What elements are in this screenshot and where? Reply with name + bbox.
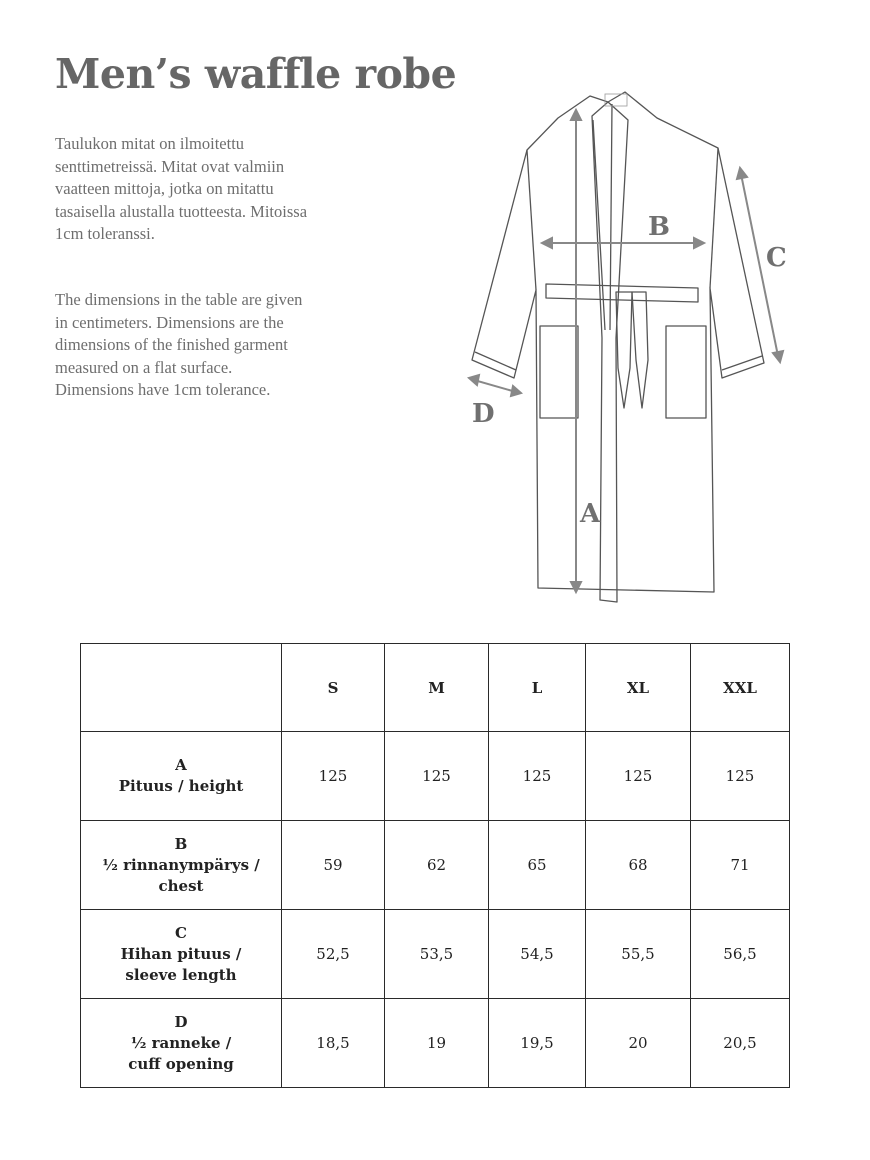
measure-a-arrow-top [571,110,581,120]
value-cell: 54,5 [489,910,586,999]
value-cell: 125 [489,732,586,821]
value-cell: 68 [586,821,691,910]
value-cell: 52,5 [282,910,385,999]
row-label-line: ½ ranneke / [130,1033,232,1052]
value-cell: 55,5 [586,910,691,999]
value-cell: 19,5 [489,999,586,1088]
robe-cuff-right [722,356,762,370]
row-label [81,910,282,999]
intro-en-line: The dimensions in the table are given [55,290,303,309]
robe-pocket-right [666,326,706,418]
robe-sleeve-seam-right [710,148,718,288]
value-cell: 18,5 [282,999,385,1088]
table-row [81,732,790,821]
value-cell: 125 [691,732,790,821]
page-title: Men’s waffle robe [55,50,457,98]
value-cell: 53,5 [385,910,489,999]
robe-belt-tie-right [632,292,648,408]
intro-fi-line: senttimetreissä. Mitat ovat valmiin [55,156,285,176]
measure-c-label: C [766,243,787,273]
table-header-row [81,644,790,732]
row-label [81,999,282,1088]
value-cell: 125 [282,732,385,821]
row-label-line: Pituus / height [118,777,244,795]
row-label-line: sleeve length [125,965,237,984]
row-label-line: cuff opening [128,1054,234,1073]
size-header: XXL [691,644,790,732]
value-cell: 56,5 [691,910,790,999]
value-cell: 71 [691,821,790,910]
value-cell: 125 [385,732,489,821]
size-header: S [282,644,385,732]
row-label [81,821,282,910]
intro-english [55,289,385,402]
measure-d-arrow-left [469,375,479,385]
robe-belt-tie-left [616,292,632,408]
robe-sleeve-seam-left [527,150,536,290]
value-cell: 62 [385,821,489,910]
table-row [81,999,790,1088]
intro-fi-line: tasaisella alustalla tuotteesta. Mitoissa [55,201,308,221]
measure-b-label: B [648,212,670,242]
row-code: A [175,756,187,774]
intro-en-line: measured on a flat surface. [55,357,233,377]
row-code: B [174,834,188,853]
robe-pocket-left [540,326,578,418]
measure-a-arrow-bottom [571,582,581,592]
measure-d-arrow-right [511,386,521,396]
row-label [81,732,282,821]
header-empty-cell [81,644,282,732]
robe-diagram [460,80,800,610]
measure-a-label: A [580,499,601,529]
intro-en-line: dimensions of the finished garment [55,335,288,354]
robe-outline [472,92,764,592]
intro-fi-line: 1cm toleranssi. [55,224,155,243]
row-label-line: chest [158,876,204,895]
robe-belt [546,284,698,302]
row-label-line: ½ rinnanympärys / [102,855,260,874]
value-cell: 125 [586,732,691,821]
size-header: XL [586,644,691,732]
measure-b-arrow-left [542,238,552,248]
intro-en-line: Dimensions have 1cm tolerance. [55,380,271,399]
value-cell: 20 [586,999,691,1088]
measure-d-label: D [472,399,495,429]
robe-label-tag [605,94,627,106]
row-code: C [175,923,187,942]
intro-fi-line: vaatteen mittoja, jotka on mitattu [55,179,274,198]
size-table [80,643,790,1088]
row-label-line: Hihan pituus / [120,944,242,963]
measure-d-line [474,380,516,392]
value-cell: 19 [385,999,489,1088]
value-cell: 20,5 [691,999,790,1088]
measure-b-arrow-right [694,238,704,248]
intro-en-line: in centimeters. Dimensions are the [55,312,284,332]
intro-finnish [55,133,385,246]
robe-collar-inner [593,104,612,330]
size-header: M [385,644,489,732]
value-cell: 65 [489,821,586,910]
table-row [81,910,790,999]
table-row [81,821,790,910]
value-cell: 59 [282,821,385,910]
row-code: D [174,1012,188,1031]
intro-fi-line: Taulukon mitat on ilmoitettu [55,134,245,153]
size-header: L [489,644,586,732]
measure-c-arrow-bottom [773,351,783,362]
measure-c-arrow-top [737,168,747,179]
robe-cuff-left [475,352,516,370]
